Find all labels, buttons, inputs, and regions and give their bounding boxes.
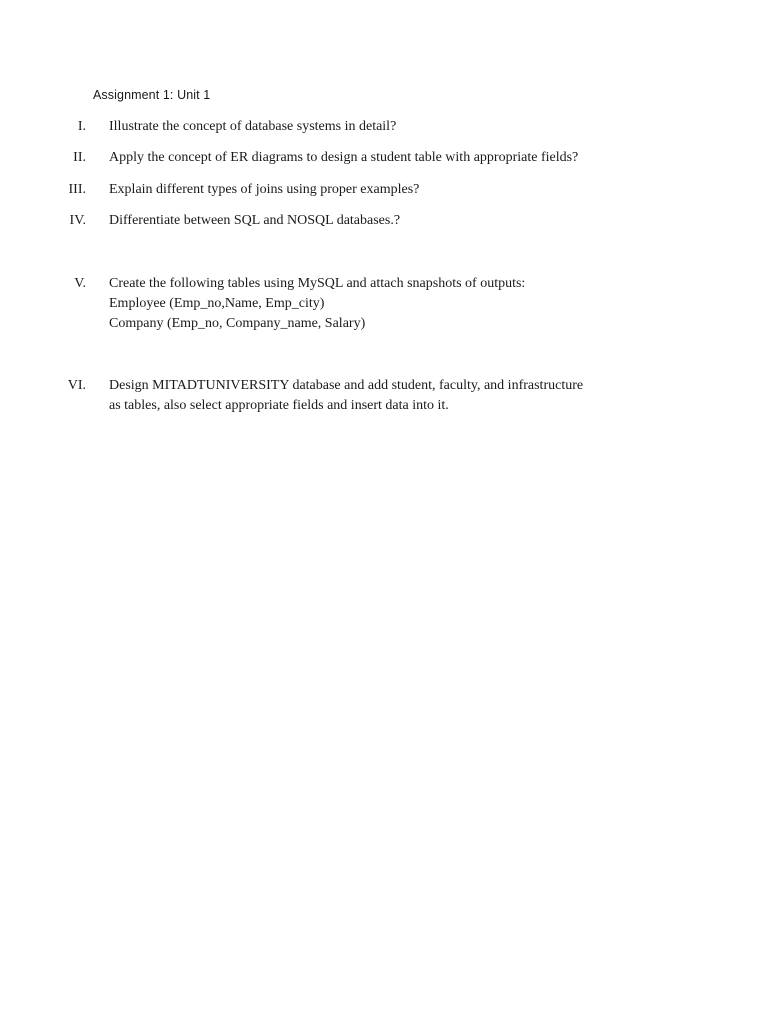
- question-line: Explain different types of joins using proper examples?: [109, 182, 420, 197]
- question-text: [109, 180, 709, 200]
- question-numeral: V.: [74, 276, 86, 291]
- question-line: Design MITADTUNIVERSITY database and add student, faculty, and infrastructure: [109, 378, 584, 393]
- question-text: [109, 274, 709, 334]
- question-text: [109, 148, 709, 168]
- question-numeral: III.: [68, 182, 86, 197]
- question-line: Create the following tables using MySQL and attach snapshots of outputs:: [109, 276, 526, 291]
- question-line: Company (Emp_no, Company_name, Salary): [109, 316, 366, 331]
- question-line: Differentiate between SQL and NOSQL databases.?: [109, 213, 401, 228]
- question-line: Apply the concept of ER diagrams to design a student table with appropriate fields?: [109, 150, 579, 165]
- question-text: [109, 211, 709, 231]
- question-numeral: I.: [77, 119, 86, 134]
- question-text: [109, 117, 709, 137]
- page-title: Assignment 1: Unit 1: [93, 88, 211, 102]
- question-numeral: VI.: [67, 378, 86, 393]
- question-line: Illustrate the concept of database systems in detail?: [109, 119, 397, 134]
- question-text: [109, 376, 709, 416]
- question-numeral: II.: [73, 150, 86, 165]
- question-line: as tables, also select appropriate fields and insert data into it.: [109, 398, 449, 413]
- question-line: Employee (Emp_no,Name, Emp_city): [109, 296, 325, 311]
- question-numeral: IV.: [69, 213, 86, 228]
